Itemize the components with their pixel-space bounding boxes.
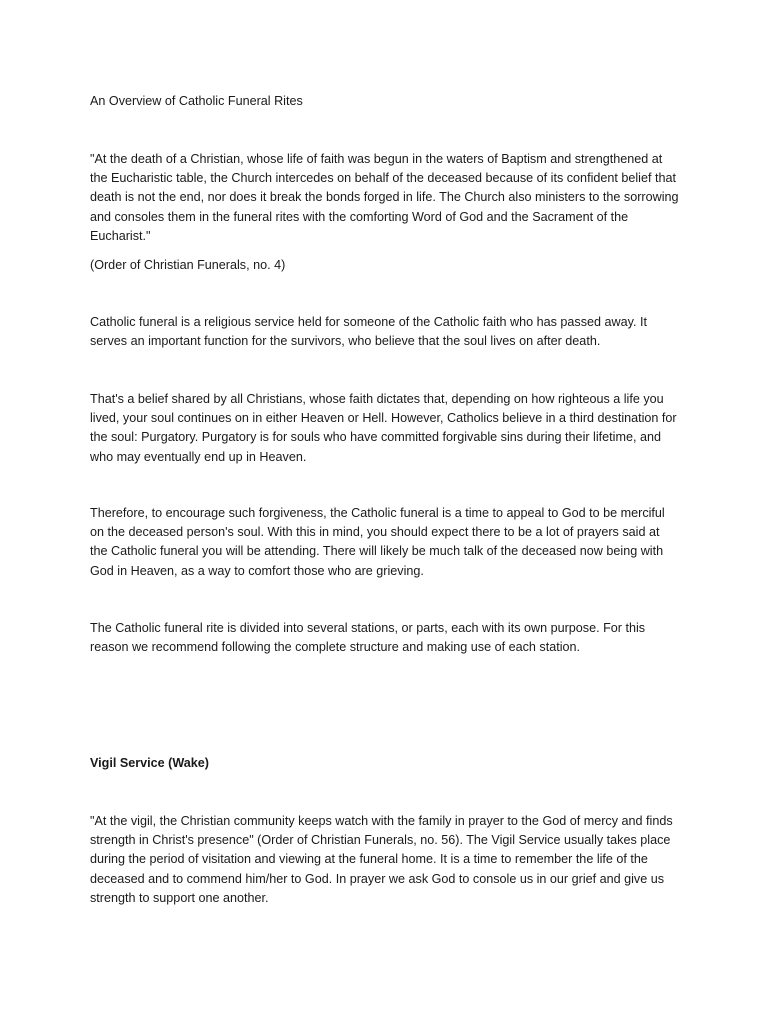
paragraph-stations: The Catholic funeral rite is divided into several stations, or parts, each with its own purpose. For this reason we recommend following the complete structure and making use of each station. — [90, 621, 646, 655]
paragraph-intro: Catholic funeral is a religious service held for someone of the Catholic faith who has passed away. It serves an important function for the survivors, who believe that the soul lives on after death. — [90, 315, 647, 349]
quote-citation: (Order of Christian Funerals, no. 4) — [90, 258, 286, 272]
section-body-vigil: "At the vigil, the Christian community keeps watch with the family in prayer to the God of mercy and finds strength in Christ's presence" (Order of Christian Funerals, no. 56). The Vigil Service usually takes place during the period of visitation and viewing at the funeral home. It is a time to remember the life of the deceased and to commend him/her to God. In prayer we ask God to console us in our grief and give us strength to support one another. — [90, 814, 673, 905]
opening-quote: "At the death of a Christian, whose life of faith was begun in the waters of Baptism and strengthened at the Eucharistic table, the Church intercedes on behalf of the deceased because of its confident belief that death is not the end, nor does it break the bonds forged in life. The Church also ministers to the sorrowing and consoles them in the funeral rites with the comforting Word of God and the Sacrament of the Eucharist." — [90, 152, 679, 243]
document-title: An Overview of Catholic Funeral Rites — [90, 94, 303, 108]
paragraph-purgatory: That's a belief shared by all Christians, whose faith dictates that, depending on how righteous a life you lived, your soul continues on in either Heaven or Hell. However, Catholics believe in a third destination for the soul: Purgatory. Purgatory is for souls who have committed forgivable sins during their lifetime, and who may eventually end up in Heaven. — [90, 392, 677, 464]
section-heading-vigil: Vigil Service (Wake) — [90, 756, 209, 770]
paragraph-forgiveness: Therefore, to encourage such forgiveness, the Catholic funeral is a time to appeal to God to be merciful on the deceased person's soul. With this in mind, you should expect there to be a lot of prayers said at the Catholic funeral you will be attending. There will likely be much talk of the deceased now being with God in Heaven, as a way to comfort those who are grieving. — [90, 506, 665, 578]
